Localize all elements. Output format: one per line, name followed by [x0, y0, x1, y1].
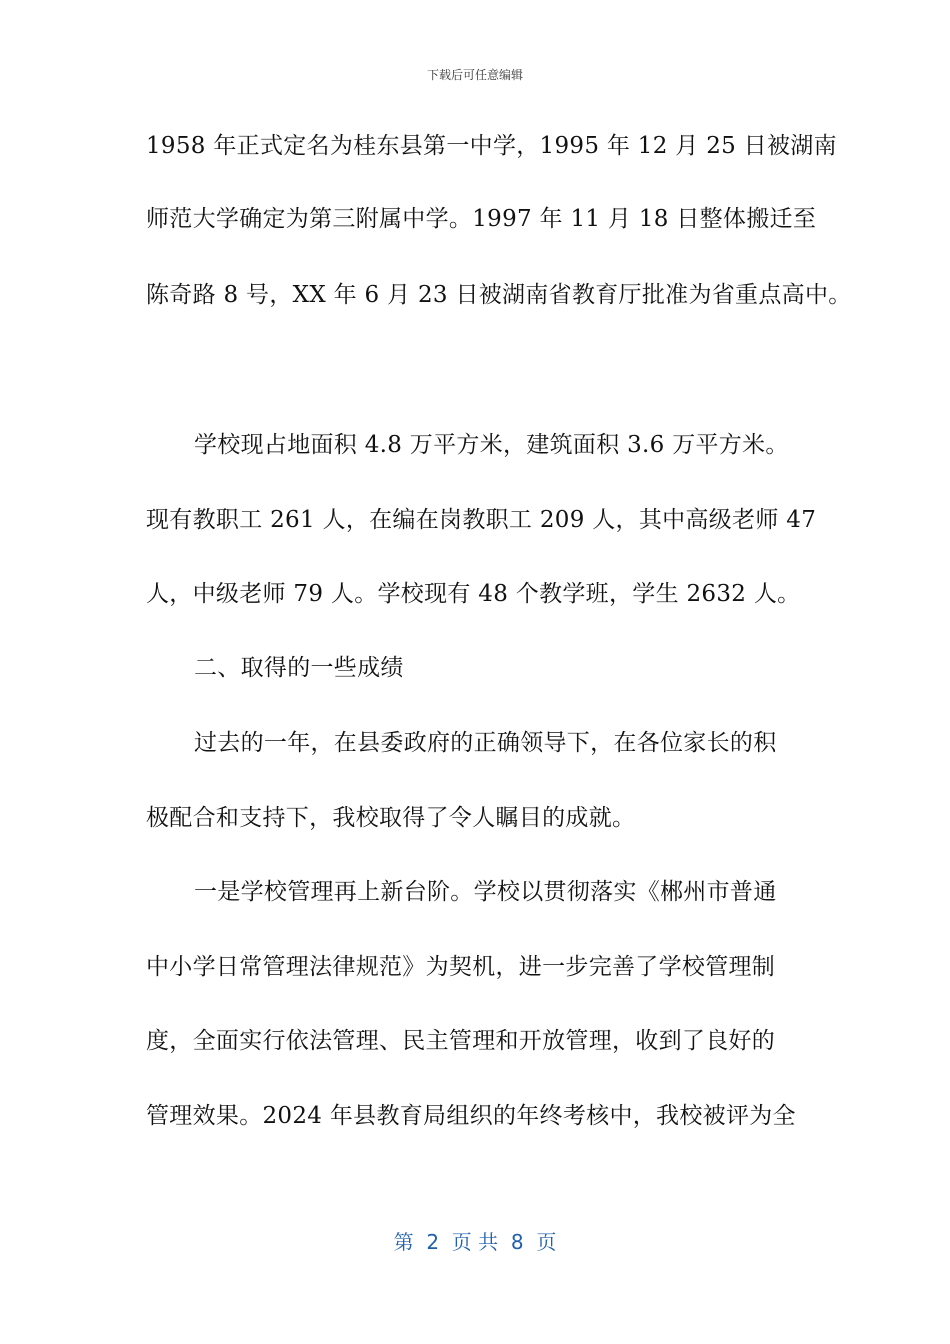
body-line: 中小学日常管理法律规范》为契机，进一步完善了学校管理制 [146, 954, 776, 980]
body-line: 1958 年正式定名为桂东县第一中学，1995 年 12 月 25 日被湖南 [146, 133, 837, 159]
body-line: 师范大学确定为第三附属中学。1997 年 11 月 18 日整体搬迁至 [146, 206, 817, 232]
body-line: 人，中级老师 79 人。学校现有 48 个教学班，学生 2632 人。 [146, 581, 801, 607]
body-line: 过去的一年，在县委政府的正确领导下，在各位家长的积 [194, 730, 777, 756]
body-line: 现有教职工 261 人，在编在岗教职工 209 人，其中高级老师 47 [146, 507, 817, 533]
page-number-footer: 第 2 页 共 8 页 [393, 1230, 557, 1254]
section-heading: 二、取得的一些成绩 [194, 655, 404, 681]
body-line: 度，全面实行依法管理、民主管理和开放管理，收到了良好的 [146, 1028, 776, 1054]
body-line: 陈奇路 8 号，XX 年 6 月 23 日被湖南省教育厅批准为省重点高中。 [146, 282, 852, 308]
body-line: 管理效果。2024 年县教育局组织的年终考核中，我校被评为全 [146, 1103, 796, 1129]
body-line: 极配合和支持下，我校取得了令人瞩目的成就。 [146, 805, 636, 831]
body-line: 一是学校管理再上新台阶。学校以贯彻落实《郴州市普通 [194, 879, 777, 905]
body-line: 学校现占地面积 4.8 万平方米，建筑面积 3.6 万平方米。 [194, 432, 789, 458]
page-header: 下载后可任意编辑 [426, 68, 523, 82]
